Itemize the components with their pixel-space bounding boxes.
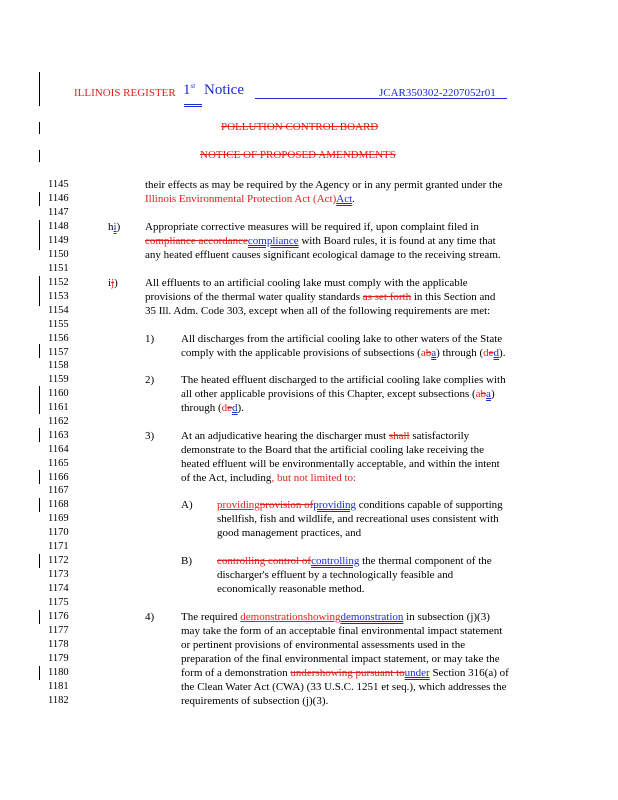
text: the thermal component of the	[359, 555, 492, 567]
deletion: e	[488, 347, 494, 359]
text: The required	[181, 611, 241, 623]
revision-bar	[39, 610, 40, 624]
text-line-1165: heated effluent will be environmentally acceptable, and within the intent	[181, 458, 500, 470]
line-number: 1146	[48, 193, 69, 204]
line-number: 1150	[48, 249, 69, 260]
deletion: as set forth	[362, 291, 412, 303]
line-number: 1147	[48, 207, 69, 218]
insertion: providing	[217, 499, 260, 511]
line-number: 1162	[48, 416, 69, 427]
text: of the Act, including	[181, 472, 272, 484]
insertion: a	[486, 388, 491, 400]
text-line-1164: demonstrate to the Board that the artificial cooling lake receiving the	[181, 444, 484, 456]
revision-bar	[39, 72, 40, 106]
page-number	[183, 82, 195, 99]
item-number-3: 3)	[145, 430, 155, 442]
text-line-1181: the Clean Water Act (CWA) (33 U.S.C. 1251 et seq.), which addresses the	[181, 681, 507, 693]
subsection-label-i	[108, 276, 118, 290]
line-number: 1175	[48, 597, 69, 608]
text-line-1161	[181, 401, 244, 415]
insertion: controlling	[311, 555, 360, 567]
revision-bar	[39, 498, 40, 512]
line-number: 1179	[48, 653, 69, 664]
document-id: JCAR350302-2207052r01	[379, 87, 496, 99]
line-number: 1165	[48, 458, 69, 469]
text: through (	[181, 402, 222, 414]
text-line-1146	[145, 192, 355, 206]
revision-bar	[39, 344, 40, 358]
deletion: controlling control of	[217, 555, 312, 567]
register-title: ILLINOIS REGISTER	[74, 87, 176, 99]
text-line-1180	[181, 666, 509, 680]
insertion: d	[221, 402, 228, 414]
line-number: 1167	[48, 485, 69, 496]
line-number: 1173	[48, 569, 69, 580]
deletion: e	[227, 402, 233, 414]
insertion: d	[483, 347, 489, 359]
line-number: 1178	[48, 639, 69, 650]
label-old: i	[108, 277, 112, 289]
text: all other applicable provisions of this Chapter, except subsections (	[181, 388, 476, 400]
revision-bar	[39, 220, 40, 250]
line-number: 1169	[48, 513, 69, 524]
line-number: 1168	[48, 499, 69, 510]
item-letter-a: A)	[181, 499, 193, 511]
text-line-1154: 35 Ill. Adm. Code 303, except when all of the following requirements are met:	[145, 305, 491, 317]
text: ).	[499, 347, 506, 359]
line-number: 1174	[48, 583, 69, 594]
label-new: j	[111, 277, 115, 289]
text: conditions capable of supporting	[356, 499, 503, 511]
insertion: Act	[336, 193, 353, 205]
header-underline-short	[184, 104, 202, 107]
text-line-1159: The heated effluent discharged to the artificial cooling lake complies with	[181, 374, 506, 386]
text-line-1156: All discharges from the artificial cooling lake to other waters of the State	[181, 333, 503, 345]
insertion: providing	[313, 499, 357, 511]
text-line-1163	[181, 429, 469, 443]
act-name: Illinois Environmental Protection Act (Act)	[145, 193, 337, 205]
line-number: 1180	[48, 667, 69, 678]
deletion: compliance accordance	[145, 235, 248, 247]
text: form of a demonstration	[181, 667, 291, 679]
text: comply with the applicable provisions of subsections (	[181, 347, 421, 359]
text: At an adjudicative hearing the discharger must	[181, 430, 389, 442]
line-number: 1145	[48, 179, 69, 190]
item-letter-b: B)	[181, 555, 192, 567]
insertion: compliance	[247, 235, 299, 247]
text: with Board rules, it is found at any time that	[298, 235, 496, 247]
text-line-1179: preparation of the final environmental impact statement, or may take the	[181, 653, 500, 665]
text: satisfactorily	[409, 430, 470, 442]
text: provisions of the thermal water quality standards	[145, 291, 363, 303]
text-line-1178: or pertinent provisions of environmental assessments used in the	[181, 639, 466, 651]
item-number-1: 1)	[145, 333, 155, 345]
text-line-1172	[217, 554, 492, 568]
text-line-1149	[145, 234, 496, 248]
revision-bar	[39, 150, 40, 162]
label-old: h	[108, 221, 114, 233]
line-number: 1171	[48, 541, 69, 552]
line-number: 1163	[48, 430, 69, 441]
agency-title: POLLUTION CONTROL BOARD	[221, 121, 379, 133]
text-line-1168	[217, 498, 503, 512]
line-number: 1160	[48, 388, 69, 399]
text: ).	[237, 402, 244, 414]
insertion: demonstrationshowing	[240, 611, 341, 623]
page-number-suffix: st	[190, 82, 196, 90]
insertion: a	[475, 388, 481, 400]
insertion: d	[232, 402, 238, 414]
revision-bar	[39, 470, 40, 484]
text-line-1148: Appropriate corrective measures will be required if, upon complaint filed in	[145, 221, 479, 233]
deletion: shall	[388, 430, 410, 442]
line-number: 1159	[48, 374, 69, 385]
text-line-1160	[181, 387, 495, 401]
text: in this Section and	[411, 291, 496, 303]
line-number: 1182	[48, 695, 69, 706]
revision-bar	[39, 192, 40, 206]
label-close: )	[116, 221, 121, 233]
revision-bar	[39, 666, 40, 680]
deletion: undershowing pursuant to	[290, 667, 405, 679]
line-number: 1154	[48, 305, 69, 316]
deletion: b	[425, 347, 432, 359]
insertion: a	[431, 347, 437, 359]
label-close: )	[114, 277, 118, 289]
subsection-label-h	[108, 220, 120, 234]
text-line-1177: may take the form of an acceptable final environmental impact statement	[181, 625, 503, 637]
line-number: 1152	[48, 277, 69, 288]
revision-bar	[39, 428, 40, 442]
deletion: provision of	[259, 499, 314, 511]
text: ) through (	[436, 347, 484, 359]
text-line-1166	[181, 471, 356, 485]
text: in subsection (j)(3)	[403, 611, 490, 623]
revision-bar	[39, 122, 40, 134]
line-number: 1155	[48, 319, 69, 330]
item-number-4: 4)	[145, 611, 155, 623]
text: .	[352, 193, 355, 205]
line-number: 1157	[48, 347, 69, 358]
text: )	[490, 388, 495, 400]
insertion: , but not limited to:	[271, 472, 357, 484]
line-number: 1148	[48, 221, 69, 232]
text-line-1170: good management practices, and	[217, 527, 362, 539]
insertion: d	[493, 347, 500, 359]
line-number: 1176	[48, 611, 69, 622]
text-line-1150: any heated effluent causes significant ecological damage to the receiving stream.	[145, 249, 501, 261]
text-line-1145: their effects as may be required by the Agency or in any permit granted under the	[145, 179, 503, 191]
line-number: 1177	[48, 625, 69, 636]
line-number: 1151	[48, 263, 69, 274]
text-line-1182: requirements of subsection (j)(3).	[181, 695, 329, 707]
deletion: b	[480, 388, 487, 400]
text-line-1174: economically reasonable method.	[217, 583, 365, 595]
line-number: 1161	[48, 402, 69, 413]
text-line-1152: All effluents to an artificial cooling lake must comply with the applicable	[145, 277, 468, 289]
insertion: a	[420, 347, 426, 359]
revision-bar	[39, 276, 40, 306]
label-new: i	[113, 221, 117, 233]
notice-label: Notice	[204, 82, 244, 98]
text-line-1176	[181, 610, 490, 624]
text: Section 316(a) of	[429, 667, 509, 679]
line-number: 1181	[48, 681, 69, 692]
text-line-1157	[181, 346, 505, 360]
revision-bar	[39, 386, 40, 414]
revision-bar	[39, 554, 40, 568]
line-number: 1149	[48, 235, 69, 246]
notice-title: NOTICE OF PROPOSED AMENDMENTS	[200, 149, 396, 161]
text-line-1173: discharger's effluent by a technologically feasible and	[217, 569, 454, 581]
insertion: under	[404, 667, 430, 679]
line-number: 1172	[48, 555, 69, 566]
insertion: demonstration	[340, 611, 404, 623]
text-line-1153	[145, 290, 495, 304]
line-number: 1166	[48, 472, 69, 483]
line-number: 1170	[48, 527, 69, 538]
text-line-1169: shellfish, fish and wildlife, and recreational uses consistent with	[217, 513, 499, 525]
page-number-value: 1	[183, 82, 191, 98]
line-number: 1156	[48, 333, 69, 344]
line-number: 1158	[48, 360, 69, 371]
line-number: 1164	[48, 444, 69, 455]
line-number: 1153	[48, 291, 69, 302]
item-number-2: 2)	[145, 374, 155, 386]
